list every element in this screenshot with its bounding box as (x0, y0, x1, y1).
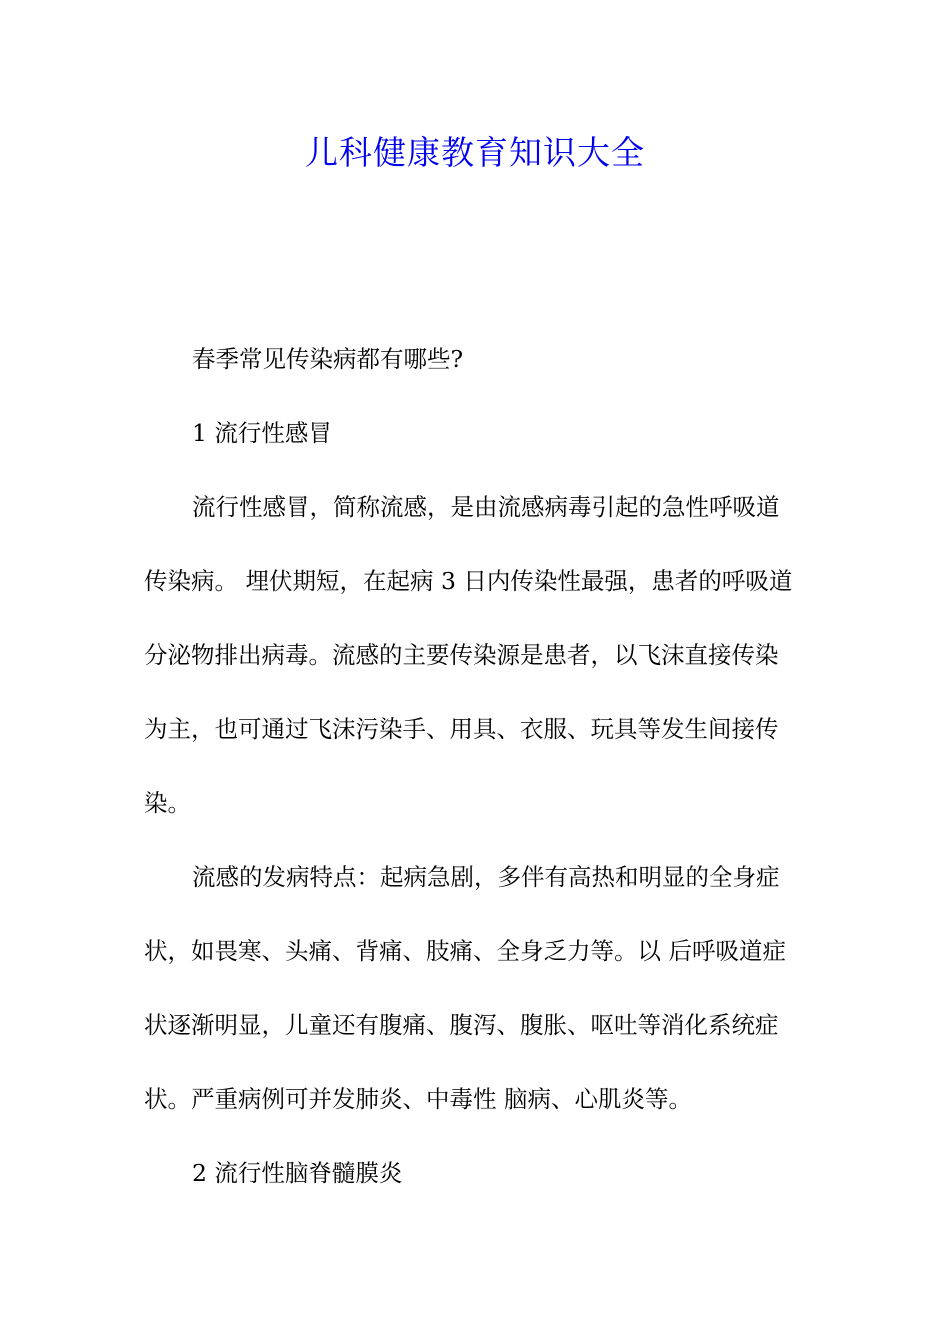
paragraph-line: 传染病。 埋伏期短，在起病 3 日内传染性最强，患者的呼吸道 (144, 567, 793, 595)
paragraph-line: 分泌物排出病毒。流感的主要传染源是患者，以飞沫直接传染 (144, 641, 779, 669)
question-heading: 春季常见传染病都有哪些? (192, 345, 464, 373)
document-title: 儿科健康教育知识大全 (305, 133, 645, 172)
section-heading-influenza: 1 流行性感冒 (192, 419, 332, 447)
paragraph-line: 状，如畏寒、头痛、背痛、肢痛、全身乏力等。以 后呼吸道症 (144, 937, 786, 965)
paragraph-line: 状。严重病例可并发肺炎、中毒性 脑病、心肌炎等。 (144, 1085, 692, 1113)
section-heading-meningitis: 2 流行性脑脊髓膜炎 (192, 1159, 403, 1187)
paragraph-line: 为主，也可通过飞沫污染手、用具、衣服、玩具等发生间接传 (144, 715, 779, 743)
paragraph-line: 染。 (144, 789, 191, 817)
document-body (144, 341, 808, 1229)
paragraph-line: 流行性感冒，简称流感，是由流感病毒引起的急性呼吸道 (192, 493, 780, 521)
paragraph-line: 状逐渐明显，儿童还有腹痛、腹泻、腹胀、呕吐等消化系统症 (144, 1011, 779, 1039)
paragraph-line: 流感的发病特点：起病急剧，多伴有高热和明显的全身症 (192, 863, 780, 891)
